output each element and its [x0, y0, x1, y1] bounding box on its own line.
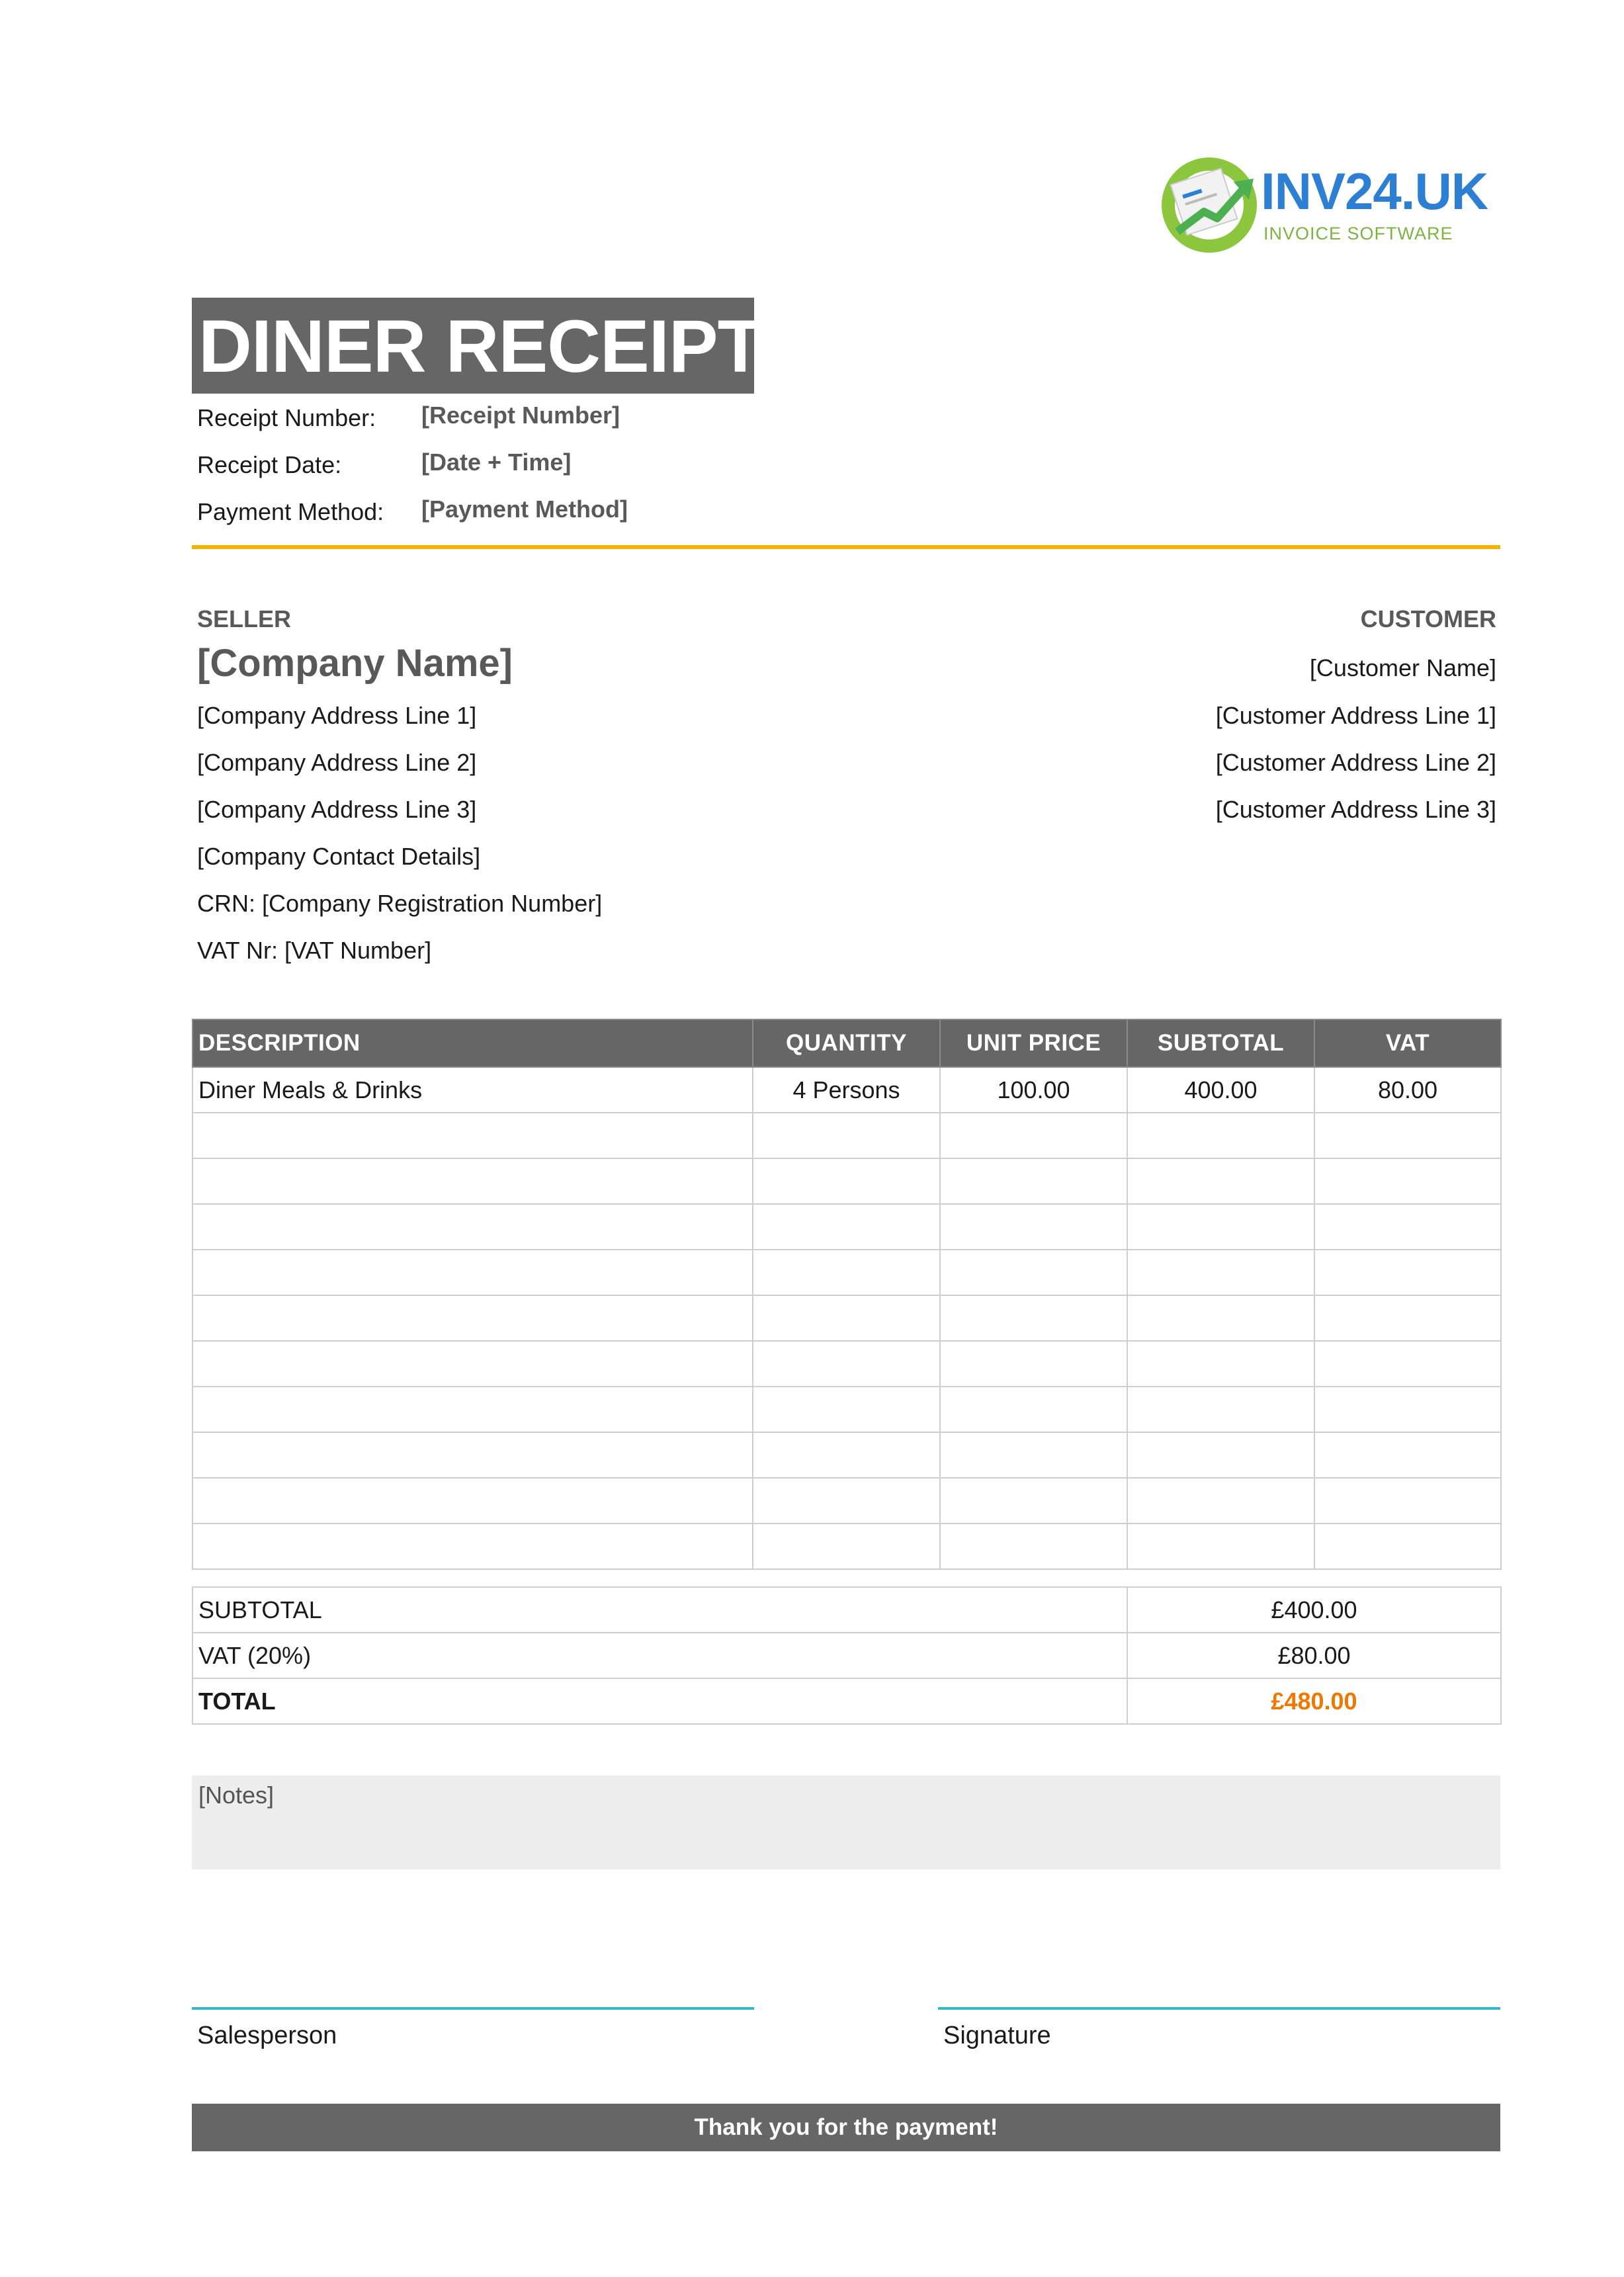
cell-unit-price: [940, 1478, 1127, 1524]
cell-description: [192, 1387, 753, 1432]
line-items-table: [192, 1019, 1502, 1570]
receipt-number-value: [Receipt Number]: [421, 402, 620, 429]
footer-message: Thank you for the payment!: [694, 2114, 998, 2140]
cell-subtotal: [1127, 1432, 1314, 1478]
column-header-description: DESCRIPTION: [192, 1019, 753, 1067]
cell-description: [192, 1113, 753, 1158]
cell-unit-price: [940, 1113, 1127, 1158]
cell-quantity: [753, 1387, 940, 1432]
cell-vat: 80.00: [1314, 1067, 1501, 1113]
cell-subtotal: [1127, 1295, 1314, 1341]
table-row: [192, 1432, 1501, 1478]
cell-subtotal: [1127, 1250, 1314, 1295]
cell-description: [192, 1158, 753, 1204]
cell-unit-price: [940, 1432, 1127, 1478]
cell-vat: [1314, 1478, 1501, 1524]
cell-subtotal: [1127, 1204, 1314, 1250]
cell-vat: [1314, 1113, 1501, 1158]
cell-unit-price: 100.00: [940, 1067, 1127, 1113]
table-row: [192, 1524, 1501, 1569]
cell-unit-price: [940, 1387, 1127, 1432]
cell-subtotal: [1127, 1158, 1314, 1204]
notes-text: [Notes]: [198, 1782, 275, 1809]
cell-quantity: [753, 1341, 940, 1387]
table-row: [192, 1158, 1501, 1204]
company-name: [Company Name]: [197, 642, 513, 685]
cell-unit-price: [940, 1524, 1127, 1569]
notes-box[interactable]: [192, 1776, 1500, 1869]
cell-subtotal: [1127, 1341, 1314, 1387]
subtotal-label: SUBTOTAL: [192, 1587, 1127, 1633]
subtotal-row: [192, 1587, 1501, 1633]
cell-quantity: [753, 1524, 940, 1569]
cell-quantity: [753, 1432, 940, 1478]
cell-unit-price: [940, 1341, 1127, 1387]
table-row: [192, 1250, 1501, 1295]
cell-quantity: [753, 1250, 940, 1295]
table-row: [192, 1387, 1501, 1432]
receipt-date-value: [Date + Time]: [421, 449, 572, 476]
cell-description: Diner Meals & Drinks: [192, 1067, 753, 1113]
vat-value: £80.00: [1127, 1633, 1501, 1678]
company-address-line-1: [Company Address Line 1]: [197, 702, 477, 729]
cell-description: [192, 1432, 753, 1478]
company-address-line-2: [Company Address Line 2]: [197, 749, 477, 776]
cell-description: [192, 1204, 753, 1250]
total-row: [192, 1678, 1501, 1724]
cell-description: [192, 1250, 753, 1295]
column-header-unit-price: UNIT PRICE: [940, 1019, 1127, 1067]
table-row: [192, 1295, 1501, 1341]
company-address-line-3: [Company Address Line 3]: [197, 796, 477, 823]
company-vat-number: VAT Nr: [VAT Number]: [197, 937, 432, 964]
seller-heading: SELLER: [197, 605, 292, 632]
cell-quantity: [753, 1295, 940, 1341]
cell-subtotal: [1127, 1113, 1314, 1158]
payment-method-label: Payment Method:: [197, 498, 384, 525]
totals-table: [192, 1586, 1502, 1725]
cell-description: [192, 1295, 753, 1341]
cell-vat: [1314, 1432, 1501, 1478]
salesperson-label: Salesperson: [197, 2022, 337, 2049]
total-value: £480.00: [1127, 1678, 1501, 1724]
cell-quantity: [753, 1204, 940, 1250]
vat-label: VAT (20%): [192, 1633, 1127, 1678]
cell-vat: [1314, 1250, 1501, 1295]
signature-label: Signature: [943, 2022, 1051, 2049]
table-row: [192, 1067, 1501, 1113]
cell-subtotal: [1127, 1524, 1314, 1569]
cell-vat: [1314, 1295, 1501, 1341]
logo-tagline: INVOICE SOFTWARE: [1263, 224, 1453, 243]
page-title: DINER RECEIPT: [198, 305, 762, 388]
cell-unit-price: [940, 1158, 1127, 1204]
cell-description: [192, 1341, 753, 1387]
customer-address-line-2: [Customer Address Line 2]: [1215, 749, 1496, 776]
customer-name: [Customer Name]: [1309, 654, 1496, 681]
customer-heading: CUSTOMER: [1360, 605, 1496, 632]
salesperson-signature-line: [192, 2007, 754, 2010]
cell-quantity: [753, 1113, 940, 1158]
payment-method-value: [Payment Method]: [421, 495, 628, 523]
column-header-subtotal: SUBTOTAL: [1127, 1019, 1314, 1067]
table-row: [192, 1478, 1501, 1524]
table-row: [192, 1113, 1501, 1158]
cell-vat: [1314, 1204, 1501, 1250]
cell-vat: [1314, 1387, 1501, 1432]
cell-subtotal: 400.00: [1127, 1067, 1314, 1113]
company-contact-details: [Company Contact Details]: [197, 843, 481, 870]
cell-quantity: 4 Persons: [753, 1067, 940, 1113]
column-header-quantity: QUANTITY: [753, 1019, 940, 1067]
column-header-vat: VAT: [1314, 1019, 1501, 1067]
table-row: [192, 1341, 1501, 1387]
company-crn: CRN: [Company Registration Number]: [197, 890, 603, 917]
cell-unit-price: [940, 1295, 1127, 1341]
cell-description: [192, 1524, 753, 1569]
customer-address-line-1: [Customer Address Line 1]: [1215, 702, 1496, 729]
cell-vat: [1314, 1158, 1501, 1204]
table-header-row: [192, 1019, 1501, 1067]
cell-subtotal: [1127, 1387, 1314, 1432]
cell-description: [192, 1478, 753, 1524]
total-label: TOTAL: [192, 1678, 1127, 1724]
signature-line: [938, 2007, 1500, 2010]
cell-quantity: [753, 1158, 940, 1204]
cell-unit-price: [940, 1250, 1127, 1295]
subtotal-value: £400.00: [1127, 1587, 1501, 1633]
cell-vat: [1314, 1341, 1501, 1387]
cell-vat: [1314, 1524, 1501, 1569]
cell-quantity: [753, 1478, 940, 1524]
receipt-date-label: Receipt Date:: [197, 451, 342, 478]
customer-address-line-3: [Customer Address Line 3]: [1215, 796, 1496, 823]
cell-subtotal: [1127, 1478, 1314, 1524]
table-row: [192, 1204, 1501, 1250]
vat-row: [192, 1633, 1501, 1678]
receipt-number-label: Receipt Number:: [197, 404, 376, 431]
cell-unit-price: [940, 1204, 1127, 1250]
logo-wordmark: INV24.UK: [1261, 162, 1488, 220]
header-divider: [192, 545, 1500, 549]
